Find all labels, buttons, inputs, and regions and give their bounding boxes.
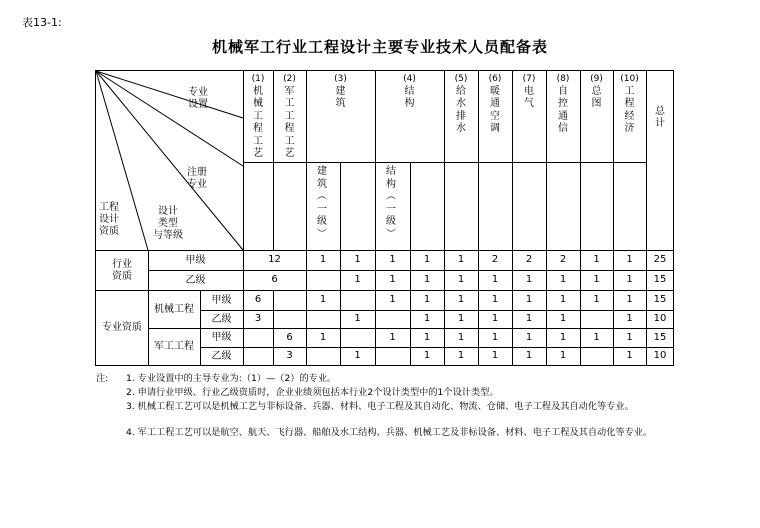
table-cell: 1 <box>389 254 396 265</box>
table-cell: 1 <box>626 294 633 305</box>
column-name-char: 建 <box>335 85 346 97</box>
table-cell: 2 <box>559 254 567 265</box>
column-name-char: 通 <box>558 110 568 122</box>
table-cell: 1 <box>491 350 499 361</box>
column-header <box>273 73 306 161</box>
table-cell: 10 <box>653 313 667 324</box>
table-cell: 1 <box>423 331 431 343</box>
header-zhuanye: 专业 设置 <box>188 87 208 110</box>
table-label: 表13-1: <box>22 16 62 29</box>
column-header <box>478 73 512 136</box>
table-cell: 1 <box>559 350 567 361</box>
table-cell: 1 <box>354 274 361 285</box>
sub-header-char: ︵ <box>386 191 396 202</box>
row-label-jungong: 军工工程 <box>154 341 194 352</box>
column-name-char: 自 <box>558 85 568 97</box>
column-name-char: 工 <box>253 135 263 147</box>
table-cell: 1 <box>559 331 567 343</box>
table-cell: 1 <box>457 313 465 324</box>
column-name-char: 调 <box>490 123 500 134</box>
sub-header-char: ︶ <box>386 228 396 240</box>
row-label-zhuanye: 专业资质 <box>102 322 142 333</box>
table-cell: 1 <box>354 350 361 361</box>
sub-header-char: 构 <box>386 178 396 190</box>
row-label-jia: 甲级 <box>211 332 232 343</box>
column-header <box>546 73 580 136</box>
column-number: (2) <box>283 74 296 84</box>
table-cell: 6 <box>271 274 278 285</box>
column-header <box>306 73 375 111</box>
table-cell: 12 <box>268 254 281 265</box>
sub-jianzhu <box>312 166 332 241</box>
page-title: 机械军工行业工程设计主要专业技术人员配备表 <box>211 38 548 56</box>
table-cell <box>340 328 375 347</box>
column-header <box>444 73 478 136</box>
table-cell <box>306 347 340 365</box>
table-cell <box>243 328 273 347</box>
column-number: (10) <box>620 74 639 84</box>
column-name-char: 机 <box>253 85 263 97</box>
table-cell: 1 <box>423 274 431 285</box>
sub-header-char: ︵ <box>317 191 327 202</box>
column-header <box>613 73 646 136</box>
table-cell: 1 <box>319 254 327 265</box>
column-number: (1) <box>251 74 265 84</box>
table-cell: 1 <box>626 254 633 265</box>
column-name-char: 筑 <box>335 98 346 109</box>
column-header <box>375 73 444 111</box>
column-header <box>512 73 546 111</box>
column-name-char: 军 <box>284 85 295 97</box>
table-cell: 1 <box>319 294 327 305</box>
table-cell: 1 <box>593 274 600 285</box>
table-cell <box>273 290 306 310</box>
header-gongcheng: 工程 设计 资质 <box>99 202 119 237</box>
table-cell: 3 <box>286 350 293 361</box>
table-cell: 1 <box>423 254 431 265</box>
table-cell: 1 <box>525 350 533 361</box>
sub-jiegou <box>381 166 401 241</box>
table-cell: 6 <box>286 331 293 343</box>
column-name-char: 空 <box>490 110 500 122</box>
table-cell: 1 <box>626 313 633 324</box>
row-label-jixie: 机械工程 <box>154 303 194 315</box>
table-cell <box>306 270 340 290</box>
column-name-char: 械 <box>253 98 263 109</box>
table-cell: 1 <box>457 254 465 265</box>
column-header <box>243 73 273 161</box>
column-number: (4) <box>403 74 416 84</box>
column-name-char: 工 <box>284 135 295 147</box>
column-name-char: 信 <box>558 123 568 134</box>
sub-header-char: 级 <box>317 216 327 227</box>
sub-header-char: 一 <box>386 203 396 215</box>
table-cell: 1 <box>525 313 533 324</box>
note-3: 3. 机械工程工艺可以是机械工艺与非标设备、兵器、材料、电子工程及其自动化、物流、仓储、电子工程及其自动化等专业。 <box>126 401 634 412</box>
column-number: (7) <box>522 74 536 84</box>
column-number: (6) <box>488 74 502 84</box>
table-cell: 1 <box>593 331 600 343</box>
column-name-char: 经 <box>624 110 635 122</box>
column-name-char: 程 <box>284 123 295 134</box>
table-cell: 1 <box>593 294 600 305</box>
table-cell: 1 <box>491 331 499 343</box>
column-header <box>580 73 613 111</box>
table-cell <box>580 310 613 328</box>
table-cell: 1 <box>354 254 361 265</box>
table-cell: 1 <box>389 331 396 343</box>
row-label-hangye: 行业 资质 <box>112 259 132 282</box>
column-name-char: 工 <box>624 85 635 97</box>
table-cell: 1 <box>525 331 533 343</box>
table-cell: 15 <box>653 294 667 305</box>
column-name-char: 总 <box>591 85 602 97</box>
column-name-char: 水 <box>456 98 466 109</box>
sub-header-char: 级 <box>386 216 396 227</box>
table-cell <box>273 310 306 328</box>
table-cell: 1 <box>319 331 327 343</box>
row-label-yi: 乙级 <box>211 350 232 362</box>
table-cell: 1 <box>457 274 465 285</box>
column-name-char: 图 <box>591 98 602 109</box>
sub-header-char: 建 <box>317 166 327 177</box>
table-cell: 1 <box>559 313 567 324</box>
table-cell <box>243 347 273 365</box>
table-cell: 1 <box>491 274 499 285</box>
table-cell: 1 <box>525 294 533 305</box>
table-cell: 1 <box>389 294 396 305</box>
table-cell: 15 <box>653 274 667 285</box>
column-name-char: 工 <box>284 110 295 122</box>
table-cell: 1 <box>423 350 431 361</box>
note-4: 4. 军工工程工艺可以是航空、航天、飞行器、船舶及水工结构、兵器、机械工艺及非标设备、材料、电子工程及其自动化等专业。 <box>126 427 653 438</box>
column-name-char: 排 <box>456 110 466 122</box>
table-cell: 1 <box>491 294 499 305</box>
column-name-char: 气 <box>524 98 534 109</box>
table-cell: 1 <box>525 274 533 285</box>
table-cell: 2 <box>525 254 533 265</box>
table-cell <box>375 310 410 328</box>
table-cell: 1 <box>457 350 465 361</box>
row-label-yi-hangye: 乙级 <box>185 274 206 286</box>
table-cell: 1 <box>559 274 567 285</box>
row-label-yi: 乙级 <box>211 313 232 325</box>
column-name-char: 通 <box>490 98 500 109</box>
table-cell: 1 <box>491 313 499 324</box>
column-name-char: 水 <box>456 123 466 134</box>
table-cell: 15 <box>653 331 667 343</box>
table-cell: 1 <box>593 254 600 265</box>
table-cell: 3 <box>254 313 262 324</box>
table-cell: 1 <box>626 274 633 285</box>
column-name-char: 艺 <box>284 148 295 159</box>
table-cell <box>306 310 340 328</box>
table-cell: 1 <box>354 313 361 324</box>
table-cell <box>340 290 375 310</box>
column-name-char: 给 <box>456 85 466 97</box>
column-name-char: 控 <box>558 98 568 109</box>
sub-header-char: 筑 <box>317 178 327 190</box>
column-name-char: 程 <box>253 123 263 134</box>
sub-header-char: ︶ <box>317 228 327 240</box>
note-1: 1. 专业设置中的主导专业为:（1）—（2）的专业。 <box>126 373 337 384</box>
row-label-jia: 甲级 <box>211 294 232 306</box>
table-cell: 1 <box>626 331 633 343</box>
note-2: 2. 申请行业甲级、行业乙级资质时，企业业绩须包括本行业2个设计类型中的1个设计类型。 <box>126 387 499 398</box>
table-cell: 1 <box>423 294 431 305</box>
column-name-char: 电 <box>524 85 534 97</box>
column-name-char: 济 <box>624 123 635 134</box>
header-sheji: 设计 类型 与等级 <box>153 206 183 241</box>
table-cell: 25 <box>653 254 667 265</box>
table-cell: 1 <box>457 294 465 305</box>
column-name-char: 工 <box>253 110 263 122</box>
sub-header-char: 结 <box>386 166 396 177</box>
header-zhuce: 注册 专业 <box>187 167 207 190</box>
table-cell: 6 <box>254 294 262 305</box>
table-cell: 1 <box>389 274 396 285</box>
row-label-jia-hangye: 甲级 <box>185 254 206 266</box>
header-total: 总 计 <box>655 106 665 129</box>
table-cell <box>580 347 613 365</box>
sub-header-char: 一 <box>317 203 327 215</box>
table-cell: 2 <box>491 254 499 265</box>
column-name-char: 工 <box>284 98 295 109</box>
column-name-char: 暖 <box>490 85 500 97</box>
table-cell: 1 <box>559 294 567 305</box>
column-number: (5) <box>454 74 468 84</box>
column-name-char: 构 <box>404 98 415 109</box>
column-name-char: 艺 <box>253 148 263 159</box>
column-name-char: 结 <box>404 85 415 97</box>
table-cell <box>375 347 410 365</box>
column-number: (9) <box>590 74 603 84</box>
column-number: (3) <box>334 74 347 84</box>
table-cell: 1 <box>423 313 431 324</box>
column-name-char: 程 <box>624 98 635 109</box>
table-cell: 1 <box>626 350 633 361</box>
table-cell: 10 <box>653 350 667 361</box>
notes-label: 注: <box>96 373 109 384</box>
column-number: (8) <box>556 74 570 84</box>
table-cell: 1 <box>457 331 465 343</box>
